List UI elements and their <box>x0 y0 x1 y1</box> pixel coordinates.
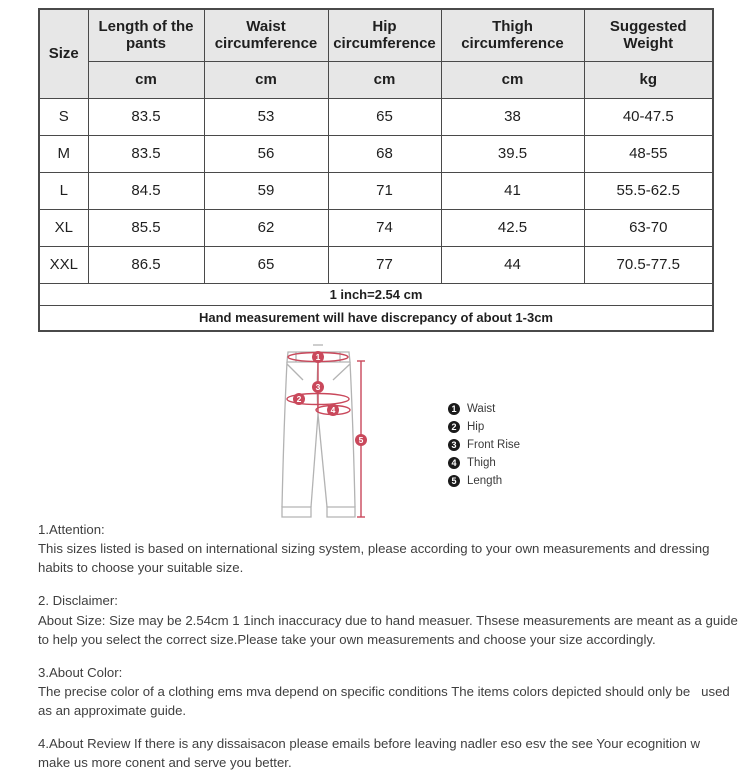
cell-thigh: 42.5 <box>441 209 584 246</box>
section-heading: 1.Attention: <box>38 522 105 537</box>
table-row-l <box>39 172 713 209</box>
legend-item-hip <box>448 418 520 436</box>
marker-2-hip: 2 <box>296 394 302 404</box>
cell-waist: 56 <box>204 135 328 172</box>
cell-waist: 59 <box>204 172 328 209</box>
cell-length: 83.5 <box>88 98 204 135</box>
col-header-thigh: Thigh circumference <box>441 9 584 61</box>
legend-label: Thigh <box>467 457 496 469</box>
cell-waist: 53 <box>204 98 328 135</box>
unit-thigh: cm <box>441 61 584 98</box>
cell-weight: 55.5-62.5 <box>584 172 713 209</box>
marker-3-front-rise: 3 <box>315 382 321 392</box>
cell-thigh: 41 <box>441 172 584 209</box>
cell-thigh: 38 <box>441 98 584 135</box>
table-row-xxl <box>39 246 713 283</box>
cell-length: 85.5 <box>88 209 204 246</box>
cell-hip: 65 <box>328 98 441 135</box>
legend-label: Front Rise <box>467 439 521 451</box>
table-row-m <box>39 135 713 172</box>
size-chart-table <box>38 8 714 332</box>
inch-conversion-note: 1 inch=2.54 cm <box>39 283 713 305</box>
cell-hip: 74 <box>328 209 441 246</box>
cell-weight: 70.5-77.5 <box>584 246 713 283</box>
legend-item-length <box>448 472 520 490</box>
size-label: L <box>39 172 88 209</box>
measurement-diagram <box>0 342 750 520</box>
cell-hip: 71 <box>328 172 441 209</box>
legend-number-icon: 2 <box>448 421 460 433</box>
measurement-legend <box>448 400 520 490</box>
section-body: This sizes listed is based on international sizing system, please according to your own measurements and dressing habits to choose your suitable size. <box>38 541 714 576</box>
cell-hip: 68 <box>328 135 441 172</box>
cell-weight: 48-55 <box>584 135 713 172</box>
marker-1-waist: 1 <box>315 352 321 362</box>
cell-waist: 65 <box>204 246 328 283</box>
hand-measurement-note-row <box>39 305 713 331</box>
pants-illustration <box>272 342 372 520</box>
col-header-length: Length of the pants <box>88 9 204 61</box>
legend-number-icon: 4 <box>448 457 460 469</box>
legend-item-front-rise <box>448 436 520 454</box>
legend-number-icon: 1 <box>448 403 460 415</box>
table-row-xl <box>39 209 713 246</box>
unit-hip: cm <box>328 61 441 98</box>
cell-thigh: 39.5 <box>441 135 584 172</box>
inch-note-row <box>39 283 713 305</box>
col-header-hip: Hip circumference <box>328 9 441 61</box>
cell-hip: 77 <box>328 246 441 283</box>
legend-label: Hip <box>467 421 485 433</box>
legend-label: Waist <box>467 403 496 415</box>
marker-4-thigh: 4 <box>330 405 336 415</box>
size-chart-page <box>0 8 750 771</box>
size-label: S <box>39 98 88 135</box>
unit-waist: cm <box>204 61 328 98</box>
table-row-s <box>39 98 713 135</box>
section-heading: 2. Disclaimer: <box>38 593 118 609</box>
col-header-waist: Waist circumference <box>204 9 328 61</box>
col-header-weight: Suggested Weight <box>584 9 713 61</box>
legend-item-waist <box>448 400 520 418</box>
cell-length: 86.5 <box>88 246 204 283</box>
section-attention <box>38 520 738 577</box>
marker-5-length: 5 <box>358 435 364 445</box>
unit-weight: kg <box>584 61 713 98</box>
unit-length: cm <box>88 61 204 98</box>
section-body: The precise color of a clothing ems mva depend on specific conditions The items colors depicted should only be used as an approximate guide. <box>38 683 734 719</box>
cell-weight: 63-70 <box>584 209 713 246</box>
section-body: About Size: Size may be 2.54cm 1 1inch inaccuracy due to hand measuer. Thsese measurements are meant as a guide to help you select the correct size.Please take your own measurements and choose your size accordingly. <box>38 612 742 647</box>
size-label: XL <box>39 209 88 246</box>
legend-label: Length <box>467 475 503 487</box>
cell-length: 83.5 <box>88 135 204 172</box>
section-about-color <box>38 663 738 720</box>
section-body: 4.About Review If there is any dissaisacon please emails before leaving nadler eso esv the see Your ecognition w make us more conent and serve you better. <box>38 736 711 771</box>
hand-measurement-note: Hand measurement will have discrepancy of about 1-3cm <box>39 305 713 331</box>
cell-thigh: 44 <box>441 246 584 283</box>
cell-waist: 62 <box>204 209 328 246</box>
section-heading: 3.About Color: <box>38 664 123 680</box>
legend-item-thigh <box>448 454 520 472</box>
legend-number-icon: 5 <box>448 475 460 487</box>
cell-length: 84.5 <box>88 172 204 209</box>
notes-block <box>38 520 742 773</box>
section-disclaimer <box>38 591 742 648</box>
cell-weight: 40-47.5 <box>584 98 713 135</box>
legend-number-icon: 3 <box>448 439 460 451</box>
size-label: M <box>39 135 88 172</box>
size-label: XXL <box>39 246 88 283</box>
section-about-review <box>38 734 738 772</box>
col-header-size: Size <box>39 9 88 98</box>
